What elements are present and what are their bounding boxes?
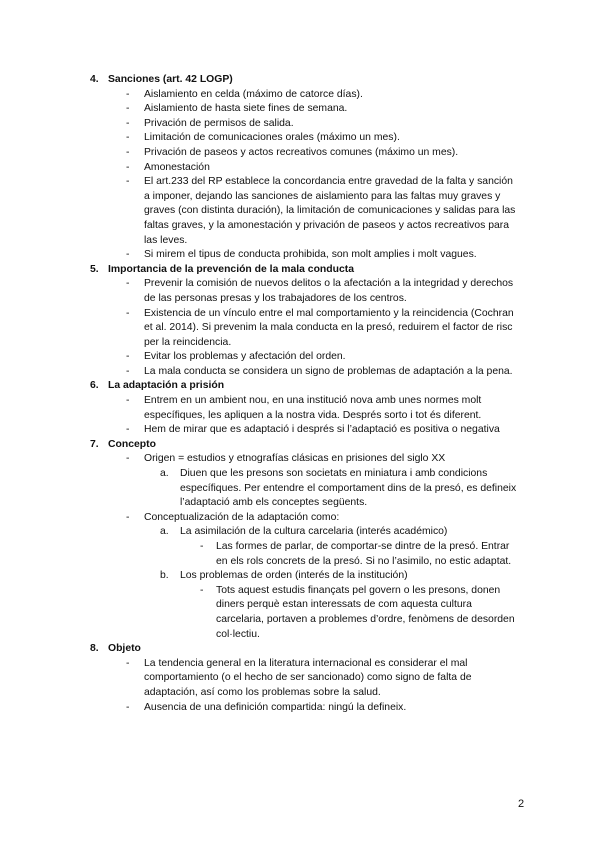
list-item (108, 394, 520, 423)
section-importancia-prevencion (90, 263, 520, 380)
list-item-text: Entrem en un ambient nou, en una institució nova amb unes normes molt específiques, les apliquen a la nostra vida. Després sorto i tot és diferent. (144, 395, 482, 421)
dash-bullet: - (200, 584, 204, 596)
section-adaptacion-prision (90, 379, 520, 437)
dash-bullet: - (126, 365, 130, 377)
list-item-text: Aislamiento de hasta siete fines de semana. (144, 103, 348, 115)
nested-bullet-list (180, 540, 520, 569)
dash-bullet: - (126, 701, 130, 713)
list-item (108, 175, 520, 248)
bullet-list (108, 452, 520, 642)
lettered-item (144, 525, 520, 569)
letter-marker: a. (160, 468, 169, 480)
list-item (108, 146, 520, 161)
list-item (108, 307, 520, 351)
list-item (108, 511, 520, 642)
list-item (108, 161, 520, 176)
list-item (108, 657, 520, 701)
page-number: 2 (518, 798, 525, 810)
list-item (108, 88, 520, 103)
dash-bullet: - (126, 161, 130, 173)
list-item-text: Limitación de comunicaciones orales (máximo un mes). (144, 132, 400, 144)
section-title: Objeto (108, 643, 141, 655)
list-item-text: La tendencia general en la literatura internacional es considerar el mal comportamiento (o el hecho de ser sancionado) como signo de falta de adaptación, así como los problemas sobre la salud. (144, 657, 472, 698)
lettered-item-text: Los problemas de orden (interés de la institución) (180, 570, 408, 582)
list-item-text: La mala conducta se considera un signo de problemas de adaptación a la pena. (144, 365, 513, 377)
section-concepto (90, 438, 520, 642)
list-item-text: Origen = estudios y etnografías clásicas en prisiones del siglo XX (144, 453, 446, 465)
dash-bullet: - (126, 511, 130, 523)
lettered-list (144, 525, 520, 642)
section-title: Sanciones (art. 42 LOGP) (108, 74, 233, 85)
dash-bullet: - (126, 453, 130, 465)
list-item (108, 701, 520, 716)
section-number: 4. (90, 74, 99, 85)
section-title: Concepto (108, 438, 156, 450)
section-sanciones (90, 73, 520, 263)
section-title: La adaptación a prisión (108, 380, 225, 392)
dash-bullet: - (126, 395, 130, 407)
list-item-text: Privación de paseos y actos recreativos comunes (máximo un mes). (144, 146, 459, 158)
list-item (108, 452, 520, 510)
lettered-item (144, 569, 520, 642)
list-item-text: Prevenir la comisión de nuevos delitos o la afectación a la integridad y derechos de las personas presas y los trabajadores de los centros. (144, 278, 514, 304)
section-title: Importancia de la prevención de la mala conducta (108, 263, 354, 275)
dash-bullet: - (126, 117, 130, 129)
list-item (108, 423, 520, 438)
dash-bullet: - (126, 132, 130, 144)
section-number: 5. (90, 263, 99, 275)
lettered-item (144, 467, 520, 511)
nested-list-item (180, 540, 520, 569)
bullet-list (108, 394, 520, 438)
list-item (108, 117, 520, 132)
dash-bullet: - (126, 176, 130, 188)
bullet-list (108, 277, 520, 379)
lettered-item-text: Diuen que les presons son societats en miniatura i amb condicions específiques. Per entendre el comportament dins de la presó, es defineix l’adaptació amb els conceptes següents. (180, 468, 517, 509)
nested-item-text: Las formes de parlar, de comportar-se dintre de la presó. Entrar en els rols concrets de la presó. Si no l’asimilo, no estic adaptat. (216, 541, 512, 567)
dash-bullet: - (126, 146, 130, 158)
list-item (108, 248, 520, 263)
list-item-text: Conceptualización de la adaptación como: (144, 511, 340, 523)
list-item-text: Amonestación (144, 161, 210, 173)
dash-bullet: - (126, 351, 130, 363)
list-item-text: Existencia de un vínculo entre el mal comportamiento y la reincidencia (Cochran et al. 2014). Si prevenim la mala conducta en la presó, reduirem el factor de risc per la reincidencia. (144, 307, 514, 348)
list-item-text: El art.233 del RP establece la concordancia entre gravedad de la falta y sanción a imponer, dejando las sanciones de aislamiento para las faltas muy graves y graves (con distinta duración), la limitación de comunicaciones y salidas para las faltas graves, y la amonestación y privación de paseos y actos recreativos para las leves. (144, 176, 516, 246)
letter-marker: b. (160, 570, 169, 582)
section-objeto (90, 642, 520, 715)
dash-bullet: - (126, 249, 130, 261)
list-item-text: Si mirem el tipus de conducta prohibida, son molt amplies i molt vagues. (144, 249, 477, 261)
dash-bullet: - (200, 541, 204, 552)
list-item (108, 131, 520, 146)
list-item-text: Evitar los problemas y afectación del orden. (144, 351, 346, 363)
document-content (90, 73, 520, 715)
dash-bullet: - (126, 307, 130, 319)
lettered-list (144, 467, 520, 511)
section-number: 8. (90, 643, 99, 655)
list-item-text: Aislamiento en celda (máximo de catorce días). (144, 88, 363, 100)
list-item (108, 277, 520, 306)
nested-item-text: Tots aquest estudis finançats pel govern o les presons, donen diners perquè estan interessats de com aquesta cultura carcelaria, portaven a problemes d’ordre, fenòmens de desorden col·lectiu. (216, 584, 515, 640)
list-item (108, 102, 520, 117)
dash-bullet: - (126, 657, 130, 669)
list-item-text: Hem de mirar que es adaptació i després si l’adaptació es positiva o negativa (144, 424, 500, 436)
list-item (108, 350, 520, 365)
section-number: 7. (90, 438, 99, 450)
list-item-text: Ausencia de una definición compartida: ningú la defineix. (144, 701, 407, 713)
dash-bullet: - (126, 103, 130, 115)
nested-list-item (180, 584, 520, 642)
list-item-text: Privación de permisos de salida. (144, 117, 294, 129)
bullet-list (108, 88, 520, 263)
dash-bullet: - (126, 278, 130, 290)
nested-bullet-list (180, 584, 520, 642)
lettered-item-text: La asimilación de la cultura carcelaria (interés académico) (180, 526, 448, 538)
dash-bullet: - (126, 88, 130, 100)
dash-bullet: - (126, 424, 130, 436)
bullet-list (108, 657, 520, 715)
section-number: 6. (90, 380, 99, 392)
list-item (108, 365, 520, 380)
letter-marker: a. (160, 526, 169, 538)
